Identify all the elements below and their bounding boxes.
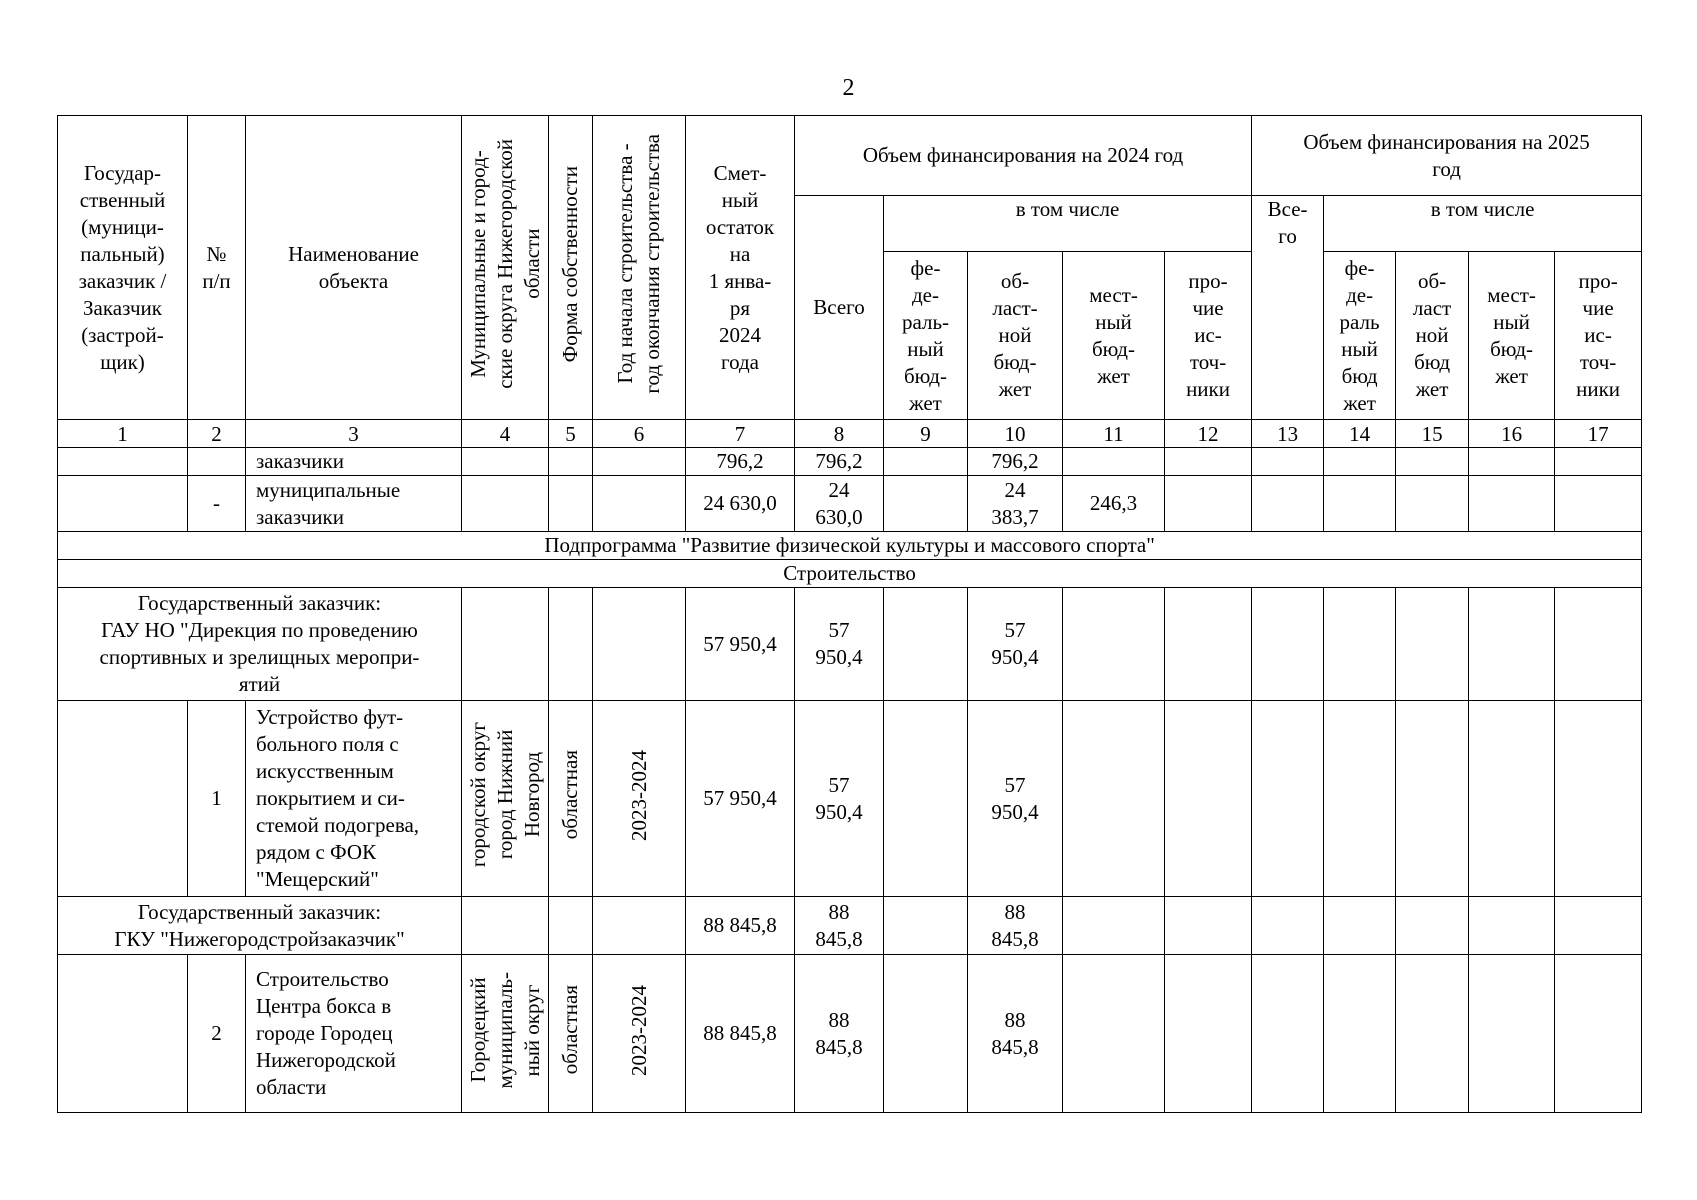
table-row bbox=[58, 448, 1642, 476]
header-financing-2025: Объем финансирования на 2025 год bbox=[1252, 116, 1642, 196]
regional-2024-value: 88 845,8 bbox=[968, 955, 1063, 1113]
header-financing-2024: Объем финансирования на 2024 год bbox=[795, 116, 1252, 196]
ownership-value: областная bbox=[558, 750, 582, 840]
section-title: Строительство bbox=[58, 560, 1642, 588]
header-federal-2025: фе- де- раль ный бюд жет bbox=[1324, 252, 1396, 420]
subprogram-row bbox=[58, 532, 1642, 560]
regional-2024-value: 57 950,4 bbox=[968, 701, 1063, 897]
col-number: 11 bbox=[1063, 420, 1165, 448]
ownership-cell bbox=[549, 701, 593, 897]
balance-value: 88 845,8 bbox=[686, 897, 795, 955]
years-value: 2023-2024 bbox=[626, 984, 651, 1076]
balance-value: 24 630,0 bbox=[686, 476, 795, 532]
col-number: 10 bbox=[968, 420, 1063, 448]
district-name: городской округ город Нижний Новгород bbox=[466, 722, 544, 868]
col-number: 7 bbox=[686, 420, 795, 448]
balance-value: 88 845,8 bbox=[686, 955, 795, 1113]
balance-value: 57 950,4 bbox=[686, 701, 795, 897]
header-years-cell bbox=[593, 116, 686, 420]
object-row bbox=[58, 701, 1642, 897]
header-regional-2024: об- ласт- ной бюд- жет bbox=[968, 252, 1063, 420]
header-local-2024: мест- ный бюд- жет bbox=[1063, 252, 1165, 420]
regional-2024-value: 24 383,7 bbox=[968, 476, 1063, 532]
header-local-2025: мест- ный бюд- жет bbox=[1469, 252, 1555, 420]
total-2024-value: 57 950,4 bbox=[795, 588, 884, 701]
header-regional-2025: об- ласт ной бюд жет bbox=[1396, 252, 1469, 420]
header-balance: Смет- ный остаток на 1 янва- ря 2024 года bbox=[686, 116, 795, 420]
ownership-cell bbox=[549, 955, 593, 1113]
header-federal-2024: фе- де- раль- ный бюд- жет bbox=[884, 252, 968, 420]
col-number: 4 bbox=[462, 420, 549, 448]
balance-value: 796,2 bbox=[686, 448, 795, 476]
col-number: 14 bbox=[1324, 420, 1396, 448]
header-number: № п/п bbox=[188, 116, 246, 420]
regional-2024-value: 57 950,4 bbox=[968, 588, 1063, 701]
total-2024-value: 88 845,8 bbox=[795, 897, 884, 955]
col-number: 2 bbox=[188, 420, 246, 448]
col-number: 16 bbox=[1469, 420, 1555, 448]
header-years: Год начала строительства - год окончания строительства bbox=[613, 134, 664, 394]
row-number: 2 bbox=[188, 955, 246, 1113]
district-cell bbox=[462, 955, 549, 1113]
col-number: 15 bbox=[1396, 420, 1469, 448]
row-label: муниципальные заказчики bbox=[246, 476, 462, 532]
header-other-2024: про- чие ис- точ- ники bbox=[1165, 252, 1252, 420]
col-number: 8 bbox=[795, 420, 884, 448]
col-number: 17 bbox=[1555, 420, 1642, 448]
object-name: Строительство Центра бокса в городе Городец Нижегородской области bbox=[246, 955, 462, 1113]
total-2024-value: 57 950,4 bbox=[795, 701, 884, 897]
subprogram-title: Подпрограмма "Развитие физической культуры и массового спорта" bbox=[58, 532, 1642, 560]
years-cell bbox=[593, 701, 686, 897]
header-including-2024: в том числе bbox=[884, 196, 1252, 252]
total-2024-value: 88 845,8 bbox=[795, 955, 884, 1113]
header-district-cell bbox=[462, 116, 549, 420]
col-number: 6 bbox=[593, 420, 686, 448]
financing-table bbox=[57, 115, 1642, 1113]
object-name: Устройство фут- больного поля с искусственным покрытием и си- стемой подогрева, рядом с ФОК "Мещерский" bbox=[246, 701, 462, 897]
header-district: Муниципальные и город- ские округа Нижегородской области bbox=[466, 139, 544, 389]
years-cell bbox=[593, 955, 686, 1113]
row-label: заказчики bbox=[246, 448, 462, 476]
column-numbers-row bbox=[58, 420, 1642, 448]
financing-table-container bbox=[57, 115, 1637, 1113]
object-row bbox=[58, 955, 1642, 1113]
header-customer: Государ- ственный (муници- пальный) заказчик / Заказчик (застрой- щик) bbox=[58, 116, 188, 420]
page-number: 2 bbox=[842, 75, 855, 101]
customer-name: Государственный заказчик: ГАУ НО "Дирекция по проведению спортивных и зрелищных меропри- ятий bbox=[58, 588, 462, 701]
total-2024-value: 24 630,0 bbox=[795, 476, 884, 532]
total-2024-value: 796,2 bbox=[795, 448, 884, 476]
years-value: 2023-2024 bbox=[626, 749, 651, 841]
table-row bbox=[58, 476, 1642, 532]
regional-2024-value: 88 845,8 bbox=[968, 897, 1063, 955]
header-ownership: Форма собственности bbox=[558, 165, 582, 363]
ownership-value: областная bbox=[558, 985, 582, 1075]
header-ownership-cell bbox=[549, 116, 593, 420]
col-number: 5 bbox=[549, 420, 593, 448]
col-number: 3 bbox=[246, 420, 462, 448]
col-number: 13 bbox=[1252, 420, 1324, 448]
regional-2024-value: 796,2 bbox=[968, 448, 1063, 476]
col-number: 12 bbox=[1165, 420, 1252, 448]
local-2024-value: 246,3 bbox=[1063, 476, 1165, 532]
header-object-name: Наименование объекта bbox=[246, 116, 462, 420]
district-name: Городецкий муниципаль- ный округ bbox=[466, 971, 544, 1089]
header-total-2025: Все- го bbox=[1252, 196, 1324, 420]
customer-group-row bbox=[58, 897, 1642, 955]
header-total-2024: Всего bbox=[795, 196, 884, 420]
balance-value: 57 950,4 bbox=[686, 588, 795, 701]
header-other-2025: про- чие ис- точ- ники bbox=[1555, 252, 1642, 420]
header-row-1 bbox=[58, 116, 1642, 196]
section-row bbox=[58, 560, 1642, 588]
customer-group-row bbox=[58, 588, 1642, 701]
header-including-2025: в том числе bbox=[1324, 196, 1642, 252]
row-number: - bbox=[188, 476, 246, 532]
col-number: 9 bbox=[884, 420, 968, 448]
col-number: 1 bbox=[58, 420, 188, 448]
district-cell bbox=[462, 701, 549, 897]
row-number: 1 bbox=[188, 701, 246, 897]
customer-name: Государственный заказчик: ГКУ "Нижегородстройзаказчик" bbox=[58, 897, 462, 955]
